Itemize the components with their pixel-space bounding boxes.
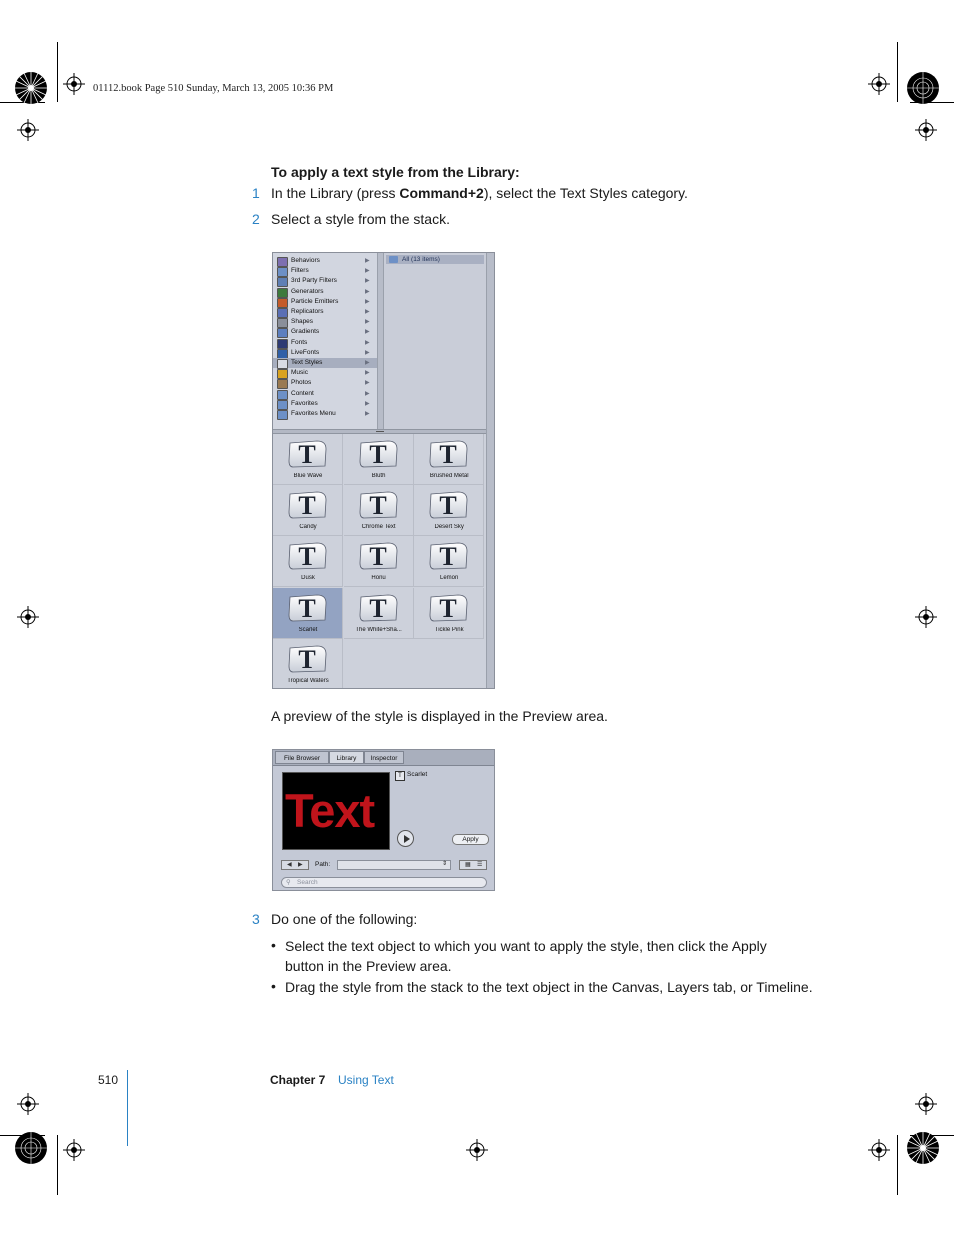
style-tile[interactable] <box>344 536 414 587</box>
style-tile[interactable] <box>273 639 343 689</box>
category-label: Filters <box>291 267 309 275</box>
disclosure-arrow-icon: ▶ <box>365 309 370 315</box>
search-field[interactable] <box>281 877 487 888</box>
style-name: Brushed Metal <box>429 473 469 479</box>
style-tile[interactable] <box>344 485 414 536</box>
apply-button[interactable]: Apply <box>452 834 489 845</box>
registration-mark-icon <box>63 73 85 95</box>
category-item[interactable] <box>273 276 377 286</box>
path-label: Path: <box>315 861 331 868</box>
chapter-title: Using Text <box>338 1073 394 1087</box>
tab-library[interactable]: Library <box>329 751 364 764</box>
disclosure-arrow-icon: ▶ <box>365 258 370 264</box>
page-number: 510 <box>98 1073 119 1087</box>
disclosure-arrow-icon: ▶ <box>365 298 370 305</box>
step-number: 2 <box>252 211 260 227</box>
svg-text:T: T <box>439 593 457 623</box>
step-text: Do one of the following: <box>271 911 418 927</box>
disclosure-arrow-icon: ▶ <box>365 329 370 336</box>
category-item[interactable] <box>273 327 377 337</box>
svg-text:T: T <box>368 593 387 623</box>
category-item[interactable] <box>273 348 377 358</box>
category-list <box>273 253 377 429</box>
registration-mark-icon <box>868 73 890 95</box>
svg-text:T: T <box>298 542 316 572</box>
disclosure-arrow-icon: ▶ <box>365 278 370 285</box>
category-item[interactable] <box>273 409 377 419</box>
color-target-icon <box>906 71 940 105</box>
svg-text:T: T <box>439 440 457 469</box>
disclosure-arrow-icon: ▶ <box>365 349 370 356</box>
library-panel <box>272 252 495 689</box>
tab-file-browser[interactable]: File Browser <box>275 751 329 764</box>
svg-text:T: T <box>368 491 387 521</box>
disclosure-arrow-icon: ▶ <box>365 380 370 387</box>
bullet-dot: • <box>271 937 276 953</box>
search-placeholder: Search <box>297 879 318 886</box>
category-item[interactable] <box>273 297 377 307</box>
category-label: Favorites Menu <box>291 410 336 417</box>
chapter-label: Chapter 7 <box>270 1073 326 1087</box>
style-tile[interactable] <box>414 434 484 485</box>
category-label: LiveFonts <box>291 348 320 356</box>
play-button[interactable] <box>397 830 414 847</box>
disclosure-arrow-icon: ▶ <box>365 339 370 346</box>
category-item[interactable] <box>273 358 377 368</box>
category-label: Content <box>291 389 314 397</box>
preview-panel <box>272 749 495 891</box>
icon-view-icon[interactable]: ▦ <box>465 862 471 868</box>
style-tile[interactable] <box>414 536 484 587</box>
category-icon <box>277 410 288 420</box>
preview-text: Text <box>285 784 375 837</box>
bullet-item: Drag the style from the stack to the text object in the Canvas, Layers tab, or Timeline. <box>285 979 813 995</box>
registration-mark-icon <box>868 1139 890 1161</box>
step-text: Select a style from the stack. <box>271 211 450 227</box>
svg-text:T: T <box>439 491 457 521</box>
registration-mark-icon <box>915 1093 937 1115</box>
registration-mark-icon <box>17 606 39 628</box>
category-label: Photos <box>291 379 312 387</box>
svg-text:T: T <box>298 491 316 521</box>
disclosure-arrow-icon: ▶ <box>365 319 370 326</box>
step-text: In the Library (press <box>271 185 400 201</box>
disclosure-arrow-icon: ▶ <box>365 411 370 417</box>
category-label: Gradients <box>291 328 320 336</box>
step-number: 1 <box>252 185 260 201</box>
all-items-label: All (13 items) <box>402 256 440 263</box>
preview-sentence: A preview of the style is displayed in the Preview area. <box>271 708 608 724</box>
back-arrow-icon[interactable]: ◀ <box>287 862 292 868</box>
scrollbar[interactable] <box>486 253 495 689</box>
step-text: ), select the Text Styles category. <box>483 185 688 201</box>
column-divider[interactable] <box>377 253 384 429</box>
step-number: 3 <box>252 911 260 927</box>
item-column <box>384 253 486 429</box>
registration-mark-icon <box>17 1093 39 1115</box>
bullet-dot: • <box>271 978 276 994</box>
color-target-icon <box>14 1131 48 1165</box>
step-2 <box>252 211 450 227</box>
style-name: Chrome Text <box>361 524 396 531</box>
text-style-icon: T <box>395 771 405 781</box>
category-label: Replicators <box>291 308 324 315</box>
disclosure-arrow-icon: ▶ <box>365 370 370 377</box>
preview-screen <box>282 772 390 850</box>
disclosure-arrow-icon: ▶ <box>365 400 370 407</box>
view-toggle-buttons[interactable] <box>459 860 487 870</box>
svg-text:T: T <box>439 542 457 572</box>
style-name: Desert Sky <box>434 524 464 531</box>
category-item[interactable] <box>273 399 377 409</box>
step-1 <box>252 185 688 201</box>
category-item[interactable] <box>273 338 377 348</box>
category-label: 3rd Party Filters <box>291 277 337 285</box>
svg-text:T: T <box>298 644 316 674</box>
style-name: Lemon <box>440 575 459 582</box>
style-tile[interactable] <box>273 536 343 587</box>
style-tile[interactable] <box>273 434 343 485</box>
bullet-item: Select the text object to which you want to apply the style, then click the Apply button in the Preview area. <box>285 938 767 974</box>
style-tile[interactable] <box>344 434 414 485</box>
step-3 <box>252 911 418 927</box>
style-stack <box>273 434 486 689</box>
search-icon: ⚲ <box>286 879 291 886</box>
chevron-updown-icon: ⇕ <box>441 861 447 867</box>
category-label: Particle Emitters <box>291 297 339 305</box>
registration-mark-icon <box>63 1139 85 1161</box>
back-forward-buttons[interactable] <box>281 860 309 870</box>
disclosure-arrow-icon: ▶ <box>365 288 370 295</box>
style-name: Honu <box>371 575 386 582</box>
shortcut-keys: Command+2 <box>399 185 484 201</box>
tab-bar <box>273 750 494 766</box>
style-name: Scarlet <box>298 626 318 633</box>
category-item[interactable] <box>273 389 377 399</box>
registration-mark-icon <box>17 119 39 141</box>
all-items-row[interactable] <box>386 255 484 264</box>
style-name: Dusk <box>301 575 315 582</box>
registration-mark-icon <box>915 606 937 628</box>
style-tile[interactable] <box>273 588 343 639</box>
category-item[interactable] <box>273 266 377 276</box>
category-label: Favorites <box>291 399 318 407</box>
style-name: Scarlet <box>407 771 428 778</box>
disclosure-arrow-icon: ▶ <box>365 360 370 366</box>
category-label: Generators <box>291 287 324 295</box>
style-name: Tropical Waters <box>287 677 329 684</box>
style-tile[interactable] <box>273 485 343 536</box>
category-label: Fonts <box>291 338 308 346</box>
svg-text:T: T <box>368 542 387 572</box>
category-item[interactable] <box>273 256 377 266</box>
category-item[interactable] <box>273 368 377 378</box>
disclosure-arrow-icon: ▶ <box>365 390 370 397</box>
path-popup[interactable] <box>337 860 451 870</box>
style-tile[interactable] <box>344 588 414 639</box>
grip-handle-icon <box>376 431 384 432</box>
print-header: 01112.book Page 510 Sunday, March 13, 2005 10:36 PM <box>93 83 334 94</box>
style-name: Bluth <box>371 473 386 479</box>
folder-icon <box>389 256 398 263</box>
category-label: Behaviors <box>291 257 320 264</box>
list-view-icon[interactable]: ☰ <box>477 862 483 868</box>
style-name: Tickle Pink <box>434 626 464 633</box>
category-item[interactable] <box>273 307 377 317</box>
category-label: Shapes <box>291 318 314 326</box>
style-name: The White+Sha... <box>355 626 402 633</box>
style-tile[interactable] <box>414 588 484 639</box>
color-target-icon <box>906 1131 940 1165</box>
category-item[interactable] <box>273 287 377 297</box>
svg-text:T: T <box>298 440 316 469</box>
svg-text:T: T <box>298 593 316 623</box>
svg-text:T: T <box>368 440 387 469</box>
disclosure-arrow-icon: ▶ <box>365 268 370 275</box>
style-tile[interactable] <box>414 485 484 536</box>
footer-rule <box>127 1070 128 1146</box>
forward-arrow-icon[interactable]: ▶ <box>298 862 303 868</box>
procedure-heading: To apply a text style from the Library: <box>271 164 520 180</box>
category-item[interactable] <box>273 378 377 388</box>
category-label: Music <box>291 369 308 377</box>
color-target-icon <box>14 71 48 105</box>
registration-mark-icon <box>915 119 937 141</box>
category-label: Text Styles <box>291 359 323 366</box>
tab-inspector[interactable]: Inspector <box>364 751 404 764</box>
style-name: Candy <box>299 524 317 531</box>
category-item[interactable] <box>273 317 377 327</box>
registration-mark-icon <box>466 1139 488 1161</box>
style-name: Blue Wave <box>293 473 323 479</box>
